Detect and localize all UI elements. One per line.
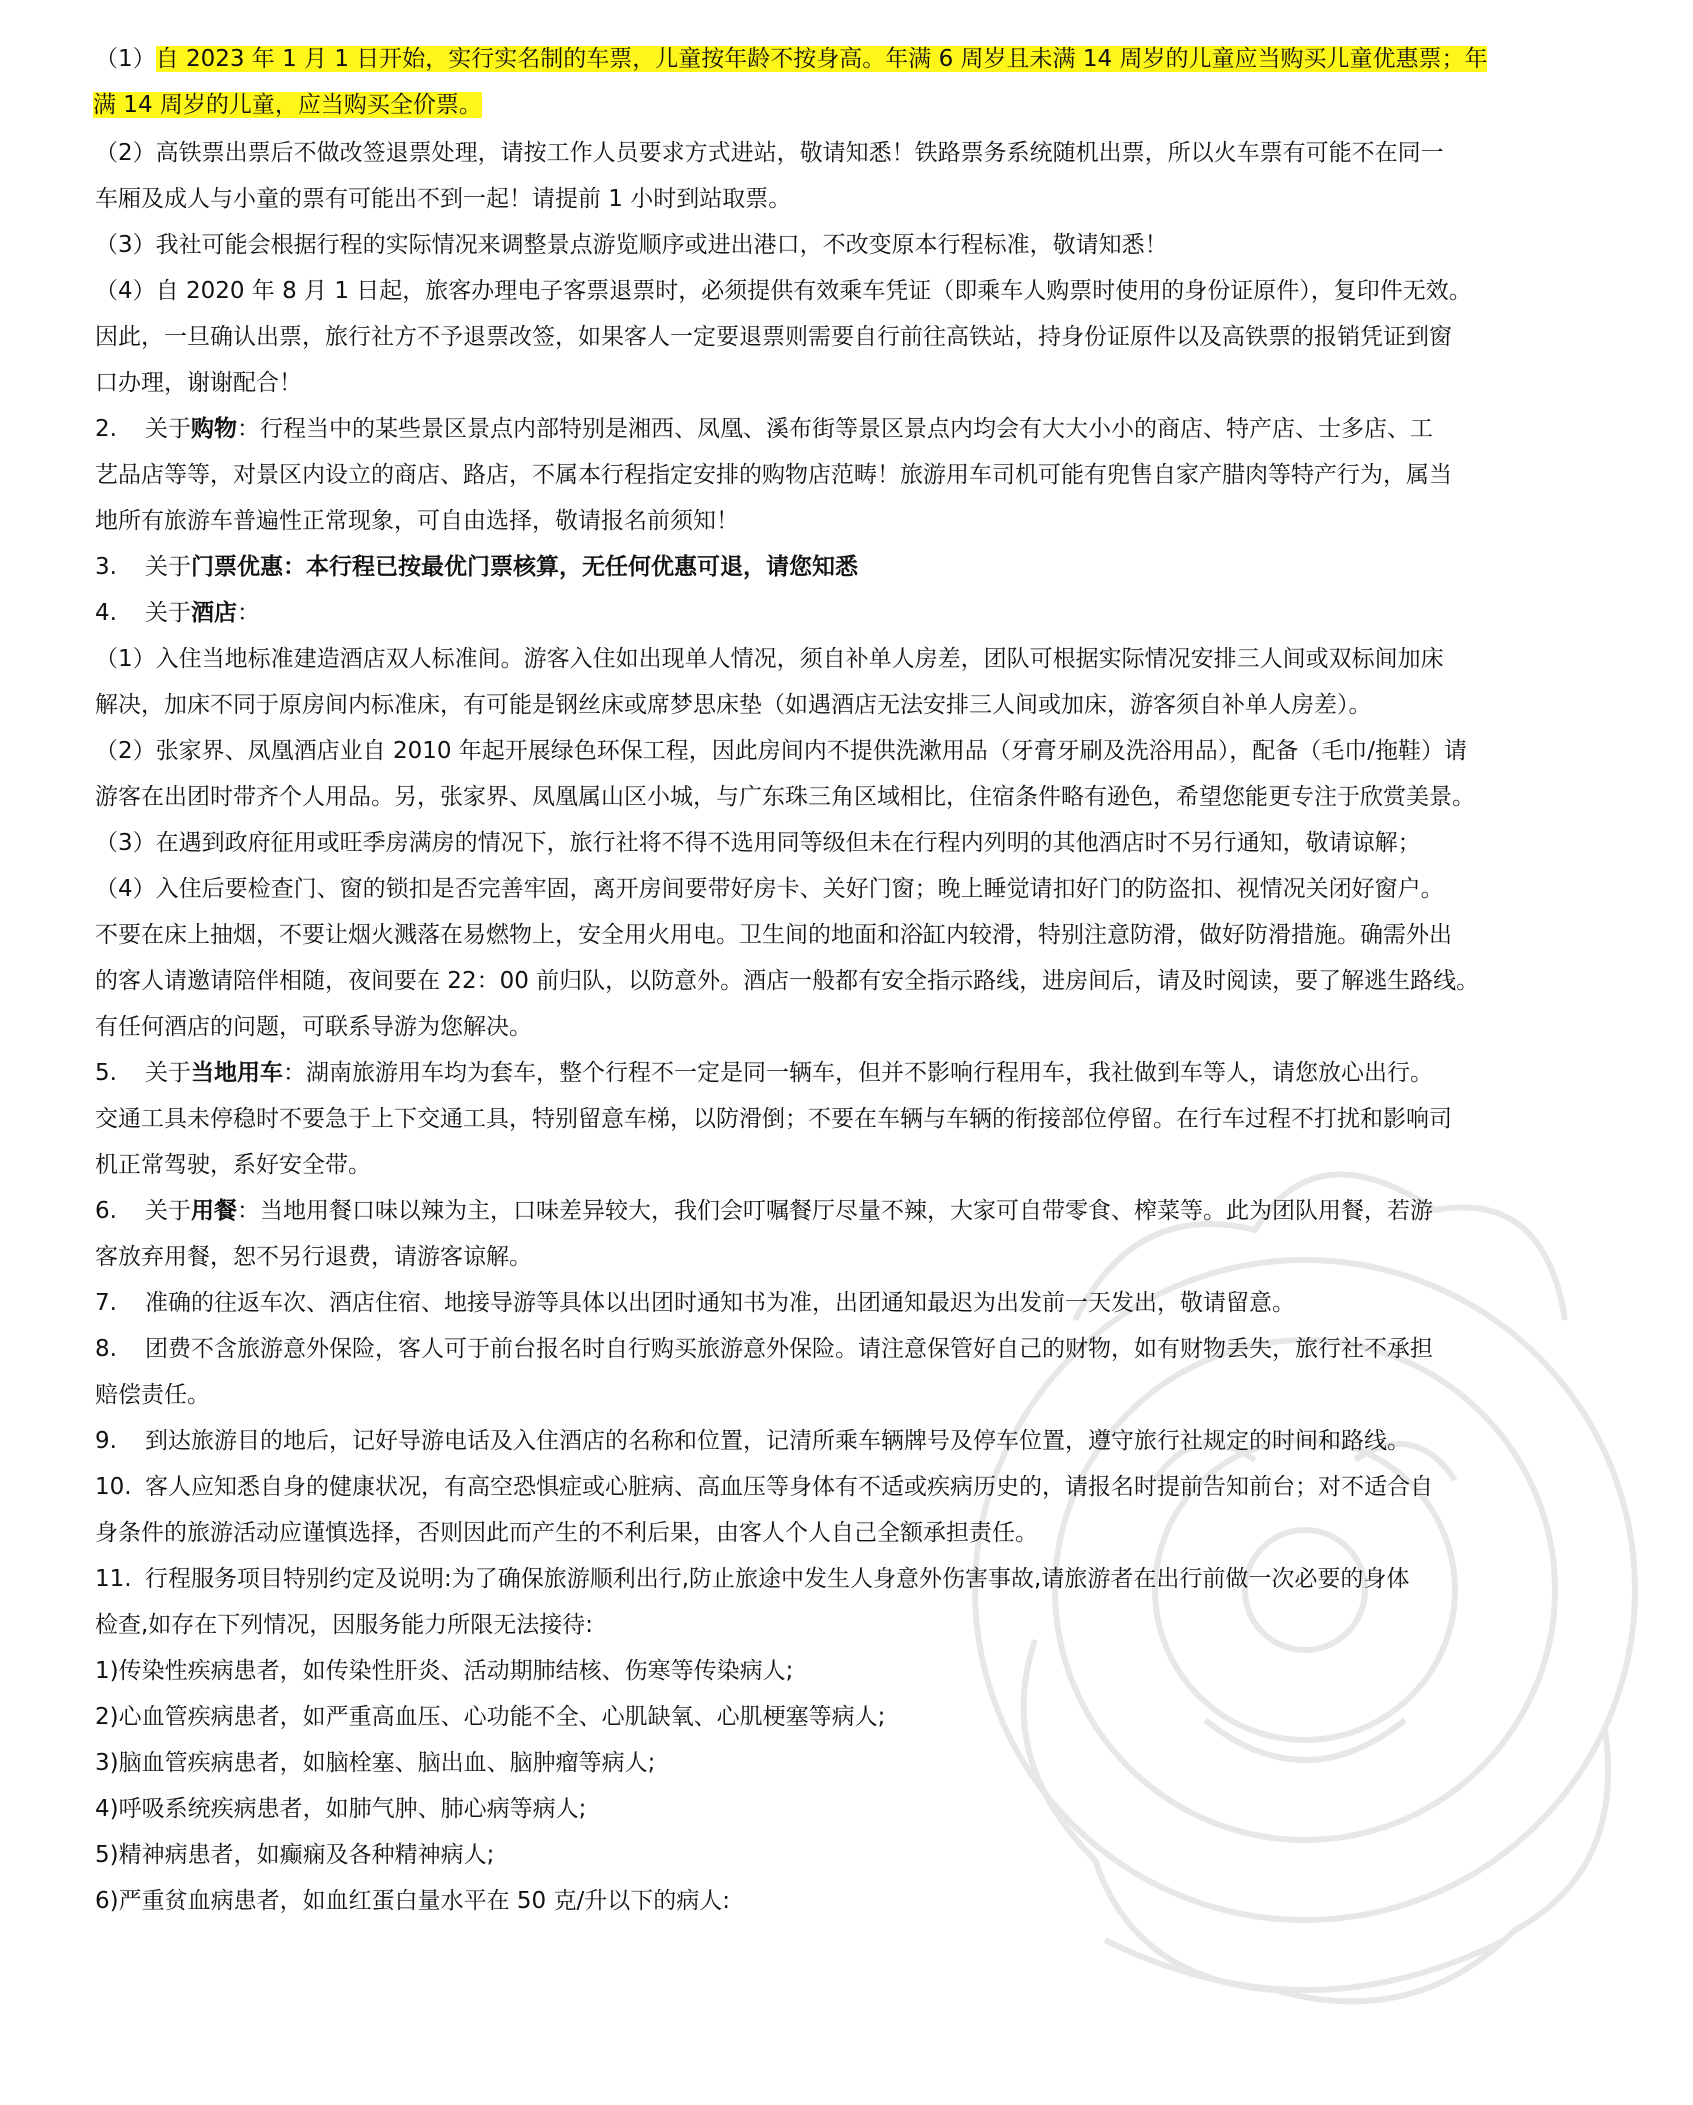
paragraph-line: （4）自 2020 年 8 月 1 日起，旅客办理电子客票退票时，必须提供有效乘车凭证（即乘车人购票时使用的身份证原件），复印件无效。	[95, 278, 1472, 304]
list-item: 2)心血管疾病患者，如严重高血压、心功能不全、心肌缺氧、心肌梗塞等病人;	[95, 1704, 886, 1730]
list-item: 1)传染性疾病患者，如传染性肝炎、活动期肺结核、伤寒等传染病人;	[95, 1658, 794, 1684]
paragraph-line: 车厢及成人与小童的票有可能出不到一起！请提前 1 小时到站取票。	[95, 186, 792, 212]
paragraph-line: （3）我社可能会根据行程的实际情况来调整景点游览顺序或进出港口，不改变原本行程标准，敬请知悉！	[95, 232, 1168, 258]
numbered-item: 11. 行程服务项目特别约定及说明:为了确保旅游顺利出行,防止旅途中发生人身意外伤害事故,请旅游者在出行前做一次必要的身体	[95, 1566, 1410, 1592]
list-item: 4)呼吸系统疾病患者，如肺气肿、肺心病等病人;	[95, 1796, 587, 1822]
paragraph-line: 机正常驾驶，系好安全带。	[95, 1152, 371, 1178]
paragraph-line: 因此，一旦确认出票，旅行社方不予退票改签，如果客人一定要退票则需要自行前往高铁站，持身份证原件以及高铁票的报销凭证到窗	[95, 324, 1452, 350]
paragraph-line: （2）高铁票出票后不做改签退票处理，请按工作人员要求方式进站，敬请知悉！铁路票务系统随机出票，所以火车票有可能不在同一	[95, 140, 1444, 166]
paragraph-line: 检查,如存在下列情况，因服务能力所限无法接待:	[95, 1612, 594, 1638]
paragraph-line: （1）入住当地标准建造酒店双人标准间。游客入住如出现单人情况，须自补单人房差，团队可根据实际情况安排三人间或双标间加床	[95, 646, 1444, 672]
paragraph-line: （1）自 2023 年 1 月 1 日开始，实行实名制的车票，儿童按年龄不按身高。年满 6 周岁且未满 14 周岁的儿童应当购买儿童优惠票；年	[95, 46, 1488, 72]
paragraph-line: 客放弃用餐，恕不另行退费，请游客谅解。	[95, 1244, 532, 1270]
paragraph-line: 口办理，谢谢配合！	[95, 370, 302, 396]
paragraph-line: （4）入住后要检查门、窗的锁扣是否完善牢固，离开房间要带好房卡、关好门窗；晚上睡觉请扣好门的防盗扣、视情况关闭好窗户。	[95, 876, 1444, 902]
paragraph-line: 不要在床上抽烟，不要让烟火溅落在易燃物上，安全用火用电。卫生间的地面和浴缸内较滑，特别注意防滑，做好防滑措施。确需外出	[95, 922, 1452, 948]
list-item: 3)脑血管疾病患者，如脑栓塞、脑出血、脑肿瘤等病人;	[95, 1750, 656, 1776]
paragraph-line: 解决，加床不同于原房间内标准床，有可能是钢丝床或席梦思床垫（如遇酒店无法安排三人间或加床，游客须自补单人房差）。	[95, 692, 1372, 718]
list-item: 6)严重贫血病患者，如血红蛋白量水平在 50 克/升以下的病人:	[95, 1888, 730, 1914]
section-heading-tickets: 3. 关于门票优惠：本行程已按最优门票核算，无任何优惠可退，请您知悉	[95, 554, 858, 580]
section-heading-meals: 6. 关于用餐：当地用餐口味以辣为主，口味差异较大，我们会叮嘱餐厅尽量不辣，大家可自带零食、榨菜等。此为团队用餐，若游	[95, 1198, 1433, 1224]
section-heading-shopping: 2. 关于购物：行程当中的某些景区景点内部特别是湘西、凤凰、溪布街等景区景点内均会有大大小小的商店、特产店、士多店、工	[95, 416, 1433, 442]
numbered-item: 9. 到达旅游目的地后，记好导游电话及入住酒店的名称和位置，记清所乘车辆牌号及停车位置，遵守旅行社规定的时间和路线。	[95, 1428, 1410, 1454]
numbered-item: 7. 准确的往返车次、酒店住宿、地接导游等具体以出团时通知书为准，出团通知最迟为出发前一天发出，敬请留意。	[95, 1290, 1295, 1316]
paragraph-line: （3）在遇到政府征用或旺季房满房的情况下，旅行社将不得不选用同等级但未在行程内列明的其他酒店时不另行通知，敬请谅解；	[95, 830, 1421, 856]
list-item: 5)精神病患者，如癫痫及各种精神病人;	[95, 1842, 495, 1868]
paragraph-line: 交通工具未停稳时不要急于上下交通工具，特别留意车梯，以防滑倒；不要在车辆与车辆的衔接部位停留。在行车过程不打扰和影响司	[95, 1106, 1452, 1132]
paragraph-line: （2）张家界、凤凰酒店业自 2010 年起开展绿色环保工程，因此房间内不提供洗漱用品（牙膏牙刷及洗浴用品），配备（毛巾/拖鞋）请	[95, 738, 1468, 764]
paragraph-line: 游客在出团时带齐个人用品。另，张家界、凤凰属山区小城，与广东珠三角区域相比，住宿条件略有逊色，希望您能更专注于欣赏美景。	[95, 784, 1475, 810]
highlighted-text: 自 2023 年 1 月 1 日开始，实行实名制的车票，儿童按年龄不按身高。年满 6 周岁且未满 14 周岁的儿童应当购买儿童优惠票；年	[155, 46, 1488, 72]
paragraph-line: 赔偿责任。	[95, 1382, 210, 1408]
highlighted-text: 满 14 周岁的儿童，应当购买全价票。	[93, 92, 482, 118]
paragraph-line: 有任何酒店的问题，可联系导游为您解决。	[95, 1014, 532, 1040]
paragraph-line: 身条件的旅游活动应谨慎选择，否则因此而产生的不利后果，由客人个人自己全额承担责任。	[95, 1520, 1038, 1546]
section-heading-hotel: 4. 关于酒店：	[95, 600, 260, 626]
paragraph-line: 地所有旅游车普遍性正常现象，可自由选择，敬请报名前须知！	[95, 508, 739, 534]
section-heading-transport: 5. 关于当地用车：湖南旅游用车均为套车，整个行程不一定是同一辆车，但并不影响行程用车，我社做到车等人，请您放心出行。	[95, 1060, 1433, 1086]
numbered-item: 8. 团费不含旅游意外保险，客人可于前台报名时自行购买旅游意外保险。请注意保管好自己的财物，如有财物丢失，旅行社不承担	[95, 1336, 1433, 1362]
paragraph-line	[93, 90, 482, 120]
paragraph-line: 艺品店等等，对景区内设立的商店、路店，不属本行程指定安排的购物店范畴！旅游用车司机可能有兜售自家产腊肉等特产行为，属当	[95, 462, 1452, 488]
paragraph-line: 的客人请邀请陪伴相随，夜间要在 22：00 前归队，以防意外。酒店一般都有安全指示路线，进房间后，请及时阅读，要了解逃生路线。	[95, 968, 1480, 994]
numbered-item: 10. 客人应知悉自身的健康状况，有高空恐惧症或心脏病、高血压等身体有不适或疾病历史的，请报名时提前告知前台；对不适合自	[95, 1474, 1433, 1500]
